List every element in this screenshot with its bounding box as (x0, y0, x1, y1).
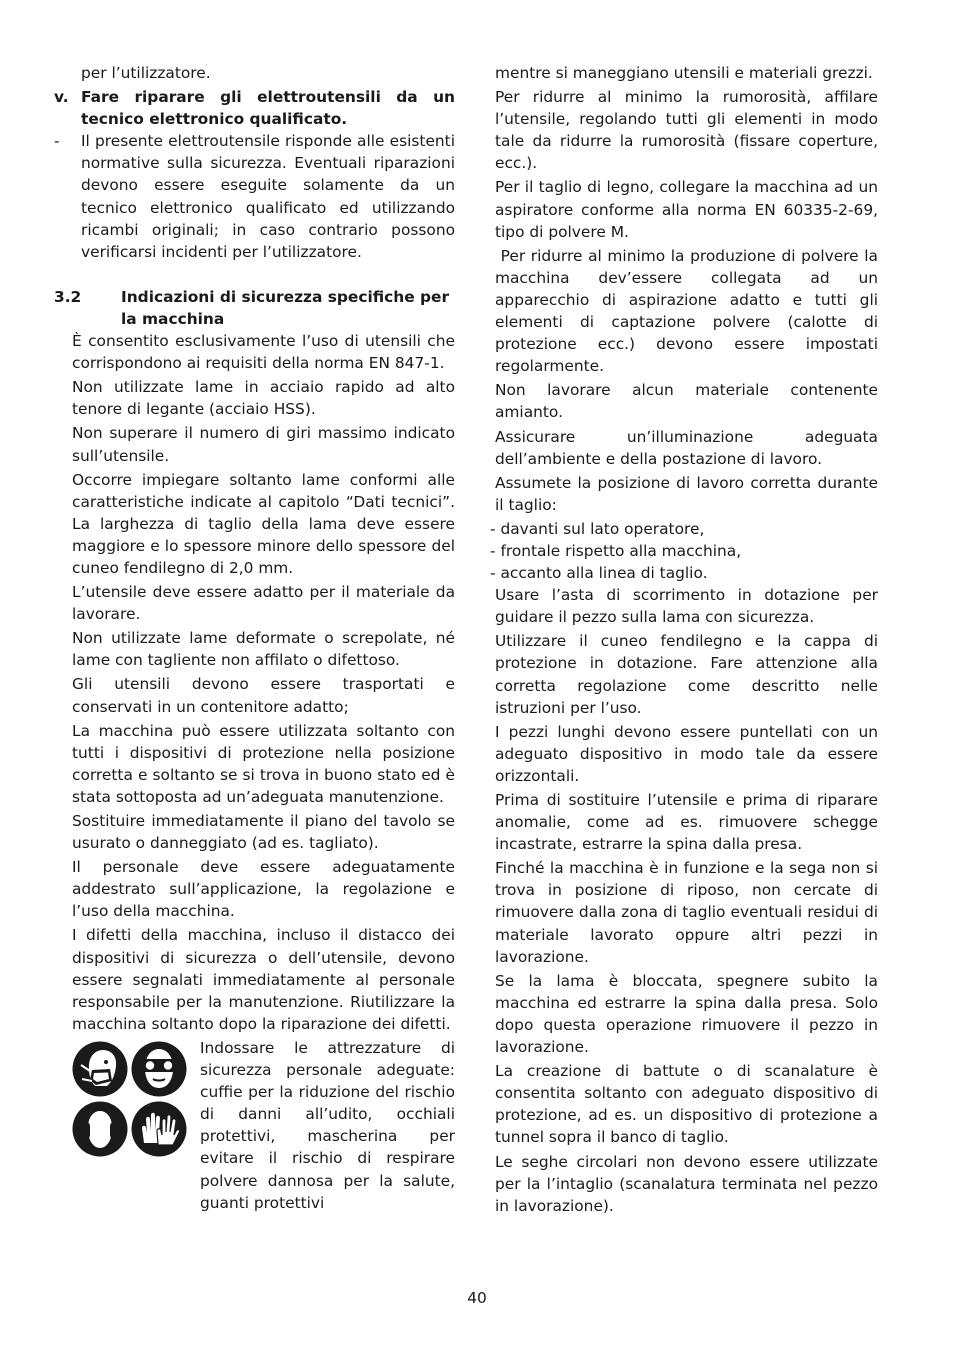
paragraph: Non utilizzate lame in acciaio rapido ad alto tenore di legante (acciaio HSS). (72, 378, 455, 419)
paragraph: I pezzi lunghi devono essere puntellati con un adeguato dispositivo in modo tale da essere orizzontali. (495, 722, 878, 785)
list-item-v (54, 86, 455, 130)
page-number: 40 (467, 1289, 487, 1307)
paragraph: Non superare il numero di giri massimo indicato sull’utensile. (72, 424, 455, 465)
ppe-text: Indossare le attrezzature di sicurezza personale adeguate: cuffie per la riduzione del rischio di danni all’udito, occhiali protettivi, mascherina per evitare il rischio di respirare polvere dannosa per la salute, guanti protettivi (200, 1038, 455, 1212)
paragraph: Non utilizzate lame deformate o screpolate, né lame con tagliente non affilato o difettoso. (72, 629, 455, 670)
paragraph: La creazione di battute o di scanalature è consentita soltanto con adeguato dispositivo di protezione, ad es. un dispositivo di protezione a tunnel sopra il banco di taglio. (495, 1062, 878, 1147)
list-item-dash (54, 130, 455, 263)
list-item-text: Il presente elettroutensile risponde alle esistenti normative sulla sicurezza. Eventuali riparazioni devono essere eseguite solamente da un tecnico elettronico qualificato ed utilizzando ricambi originali; in caso contrario possono verificarsi incidenti per l’utilizzatore. (81, 132, 455, 261)
list-marker: v. (54, 88, 69, 107)
paragraph: Per ridurre al minimo la produzione di polvere la macchina dev’essere collegata ad un apparecchio di aspirazione adatto e tutti gli elementi di captazione polvere (calotte di protezione ecc.) devono essere impostati regolarmente. (495, 246, 883, 376)
paragraph: L’utensile deve essere adatto per il materiale da lavorare. (72, 583, 455, 624)
paragraph: I difetti della macchina, incluso il distacco dei dispositivi di sicurezza o dell’utensile, devono essere segnalati immediatamente al personale responsabile per la manutenzione. Riutilizzare la macchina soltanto dopo la riparazione dei difetti. (72, 926, 455, 1033)
paragraph: Gli utensili devono essere trasportati e conservati in un contenitore adatto; (72, 675, 455, 716)
safety-goggles-icon (131, 1041, 187, 1097)
left-column (54, 62, 455, 1214)
paragraph: Le seghe circolari non devono essere utilizzate per la l’intaglio (scanalatura terminata nel pezzo in lavorazione). (495, 1152, 878, 1215)
paragraph: Per il taglio di legno, collegare la macchina ad un aspiratore conforme alla norma EN 60335-2-69, tipo di polvere M. (495, 178, 878, 241)
list-item-text: Fare riparare gli elettroutensili da un tecnico elettronico qualificato. (81, 88, 455, 129)
paragraph: Assicurare un’illuminazione adeguata dell’ambiente e della postazione di lavoro. (495, 427, 878, 468)
dash-item: - davanti sul lato operatore, (490, 519, 705, 538)
dash-item: - frontale rispetto alla macchina, (490, 541, 742, 560)
paragraph: Sostituire immediatamente il piano del tavolo se usurato o danneggiato (ad es. tagliato). (72, 812, 455, 853)
right-column (490, 62, 883, 1217)
paragraph: Non lavorare alcun materiale contenente amianto. (495, 381, 878, 422)
dust-mask-icon (72, 1041, 128, 1097)
paragraph: Per ridurre al minimo la rumorosità, affilare l’utensile, regolando tutti gli elementi in modo tale da ridurre la rumorosità (fissare coperture, ecc.). (495, 88, 878, 173)
dash-item: - accanto alla linea di taglio. (490, 564, 708, 583)
paragraph: La macchina può essere utilizzata soltanto con tutti i dispositivi di protezione nella posizione corretta e soltanto se si trova in buono stato ed è stata sottoposta ad un’adeguata manutenzione. (72, 721, 455, 806)
paragraph: mentre si maneggiano utensili e materiali grezzi. (495, 64, 873, 82)
paragraph: Assumete la posizione di lavoro corretta durante il taglio: (495, 473, 878, 514)
paragraph: Se la lama è bloccata, spegnere subito la macchina ed estrarre la spina dalla presa. Solo dopo questa operazione rimuovere il pezzo in lavorazione. (495, 971, 878, 1057)
list-marker: - (54, 132, 60, 151)
paragraph: Occorre impiegare soltanto lame conformi alle caratteristiche indicate al capitolo “Dati tecnici”. La larghezza di taglio della lama deve essere maggiore e lo spessore minore dello spessore del cuneo fendilegno di 2,0 mm. (72, 470, 455, 577)
continued-text: per l’utilizzatore. (81, 64, 211, 82)
paragraph: Prima di sostituire l’utensile e prima di riparare anomalie, come ad es. rimuovere schegge incastrate, estrarre la spina dalla presa. (495, 791, 878, 854)
section-heading (54, 286, 455, 330)
paragraph: Usare l’asta di scorrimento in dotazione per guidare il pezzo sulla lama con sicurezza. (495, 586, 878, 627)
paragraph: È consentito esclusivamente l’uso di utensili che corrispondono ai requisiti della norma EN 847-1. (72, 332, 455, 373)
paragraph: Il personale deve essere adeguatamente addestrato sull’applicazione, la regolazione e l’uso della macchina. (72, 858, 455, 921)
section-title: Indicazioni di sicurezza specifiche per la macchina (121, 287, 450, 328)
protective-gloves-icon (131, 1101, 187, 1157)
ear-protection-icon (72, 1101, 128, 1157)
section-number: 3.2 (54, 287, 82, 306)
paragraph: Utilizzare il cuneo fendilegno e la cappa di protezione in dotazione. Fare attenzione alla corretta regolazione come descritto nelle istruzioni per l’uso. (495, 632, 878, 717)
ppe-icons (72, 1037, 200, 1169)
paragraph: Finché la macchina è in funzione e la sega non si trova in posizione di riposo, non cercate di rimuovere dalla zona di taglio eventuali residui di materiale lavorato oppure altri pezzi in lavorazione. (495, 859, 878, 966)
ppe-block (54, 1037, 455, 1214)
